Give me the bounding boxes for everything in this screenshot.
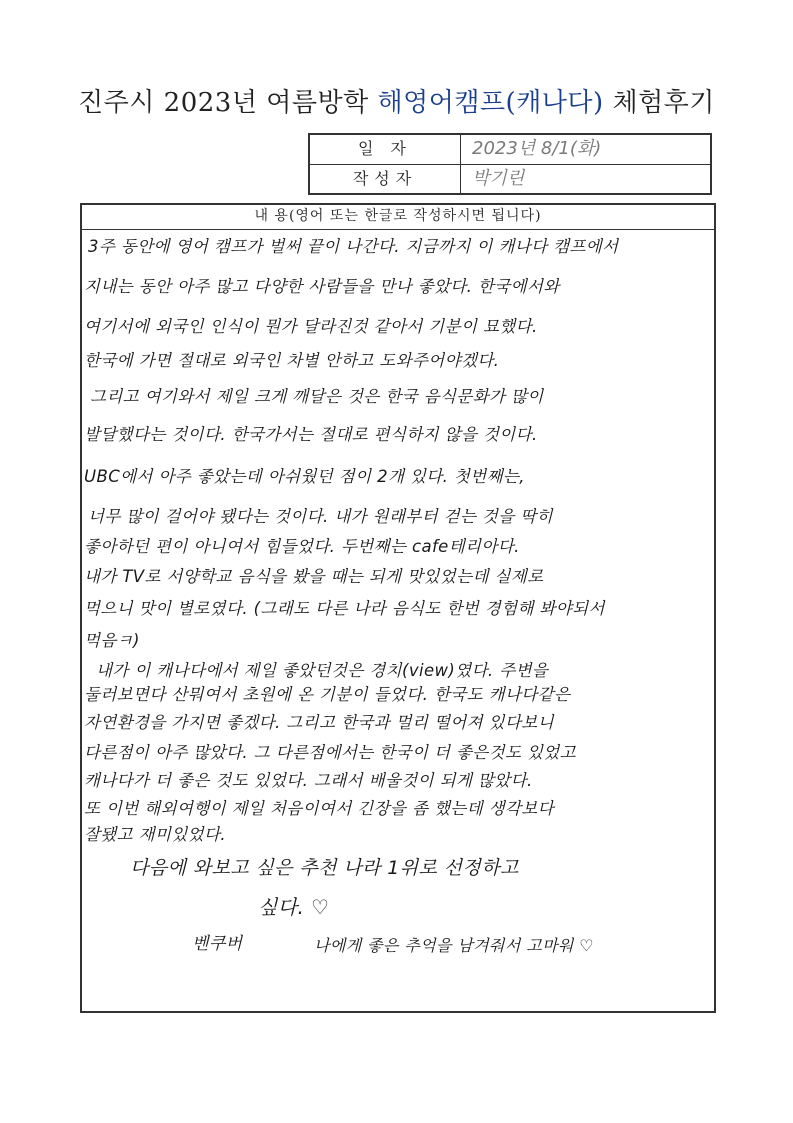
text-line: 캐나다가 더 좋은 것도 있었다. 그래서 배울것이 되게 많았다.: [84, 771, 533, 790]
text-line: 발달했다는 것이다. 한국가서는 절대로 편식하지 않을 것이다.: [84, 425, 538, 444]
text-line: 3주 동안에 영어 캠프가 벌써 끝이 나간다. 지금까지 이 캐나다 캠프에서: [88, 237, 619, 256]
title-accent: 해영어캠프(캐나다): [377, 88, 604, 118]
text-line: 그리고 여기와서 제일 크게 깨달은 것은 한국 음식문화가 많이: [90, 387, 544, 406]
text-line: 다른점이 아주 많았다. 그 다른점에서는 한국이 더 좋은것도 있었고: [84, 743, 576, 762]
text-line: 지내는 동안 아주 많고 다양한 사람들을 만나 좋았다. 한국에서와: [84, 277, 560, 296]
title-suffix: 체험후기: [612, 88, 715, 118]
text-line: 잘됐고 재미있었다.: [84, 825, 227, 844]
text-line: 여기서에 외국인 인식이 뭔가 달라진것 같아서 기분이 묘했다.: [84, 317, 538, 336]
text-line: 둘러보면다 산뭐여서 초원에 온 기분이 들었다. 한국도 캐나다같은: [84, 685, 571, 704]
author-label: 작성자: [310, 165, 461, 194]
text-line: UBC에서 아주 좋았는데 아쉬웠던 점이 2개 있다. 첫번째는,: [84, 467, 525, 486]
text-line: 내가 이 캐나다에서 제일 좋았던것은 경치(view)였다. 주변을: [96, 661, 549, 680]
text-line: [314, 933, 594, 956]
heart-icon: ♡: [310, 895, 330, 919]
author-value: 박기린: [472, 168, 525, 189]
date-value: 2023년 8/1(화): [472, 138, 602, 159]
date-row: [310, 135, 710, 165]
info-table: [308, 133, 712, 195]
text-line: 자연환경을 가지면 좋겠다. 그리고 한국과 멀리 떨어져 있다보니: [84, 713, 554, 732]
heart-icon: ♡: [579, 936, 595, 955]
date-label: 일 자: [310, 135, 461, 164]
text-line: 다음에 와보고 싶은 추천 나라 1위로 선정하고: [130, 857, 519, 879]
author-row: [310, 165, 710, 194]
text-line: 또 이번 해외여행이 제일 처음이여서 긴장을 좀 했는데 생각보다: [84, 799, 554, 818]
content-header: 내 용(영어 또는 한글로 작성하시면 됩니다): [82, 205, 714, 230]
text-line: 좋아하던 편이 아니여서 힘들었다. 두번째는 cafe테리아다.: [84, 537, 520, 556]
title-prefix: 진주시 2023년 여름방학: [78, 88, 369, 118]
text-line: 한국에 가면 절대로 외국인 차별 안하고 도와주어야겠다.: [84, 351, 500, 370]
text-line: 벤쿠버: [192, 934, 243, 954]
text-line: 먹음ㅋ): [84, 631, 140, 650]
text-line-part: 나에게 좋은 추억을 남겨줘서 고마워: [314, 936, 574, 955]
content-box: [80, 203, 716, 1013]
text-line: [258, 891, 329, 920]
text-line: 내가 TV로 서양학교 음식을 봤을 때는 되게 맛있었는데 실제로: [84, 567, 544, 586]
text-line-part: 싶다.: [258, 895, 305, 919]
text-line: 먹으니 맛이 별로였다. (그래도 다른 나라 음식도 한번 경험해 봐야되서: [84, 599, 605, 618]
page-title: [0, 82, 793, 119]
text-line: 너무 많이 걸어야 됐다는 것이다. 내가 원래부터 걷는 것을 딱히: [88, 507, 553, 526]
